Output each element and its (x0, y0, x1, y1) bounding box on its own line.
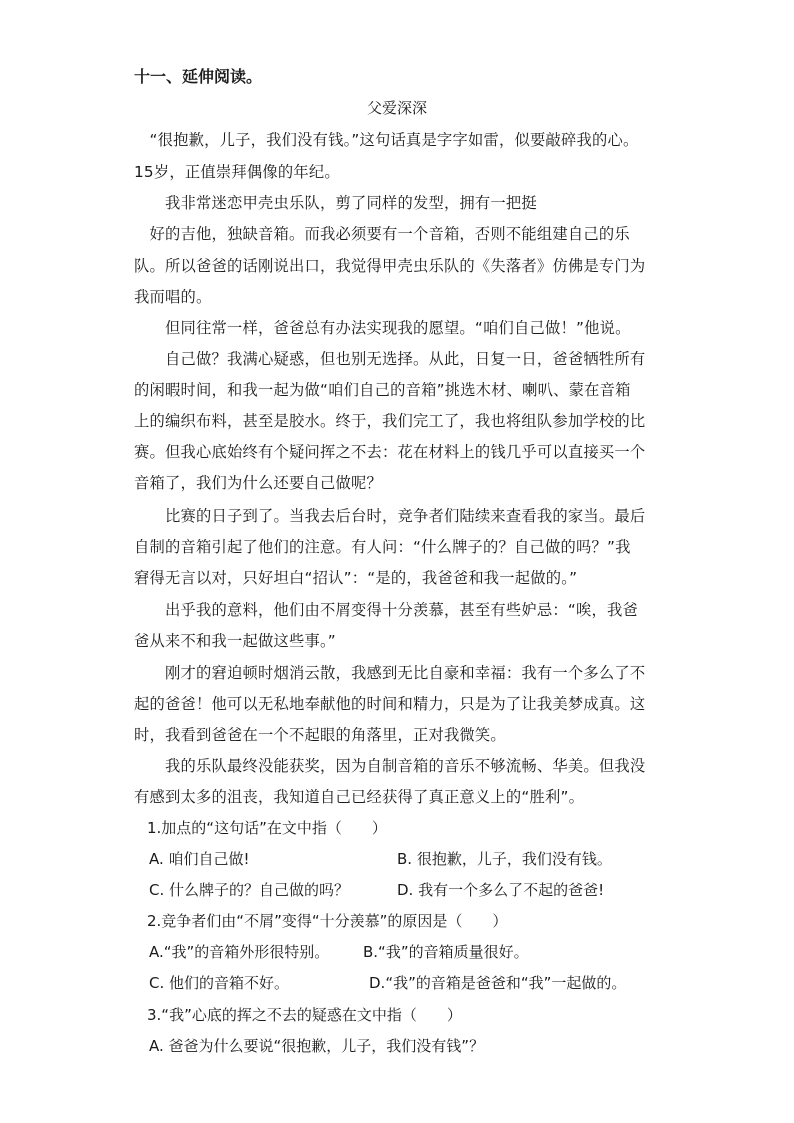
option-c[interactable]: C. 什么牌子的？自己做的吗？ (149, 881, 350, 899)
paragraph-line: 自制的音箱引起了他们的注意。有人问：“什么牌子的？自己做的吗？”我 (134, 538, 631, 556)
option-c[interactable]: C. 他们的音箱不好。 (149, 974, 290, 992)
question-stem: 3.“我”心底的挥之不去的疑惑在文中指（ ） (147, 1006, 462, 1024)
paragraph-line: 我而唱的。 (134, 288, 212, 306)
paragraph-line: 15岁，正值崇拜偶像的年纪。 (134, 163, 340, 181)
paragraph-line: 我非常迷恋甲壳虫乐队，剪了同样的发型，拥有一把挺 (134, 194, 537, 212)
paragraph-line: 好的吉他，独缺音箱。而我必须要有一个音箱，否则不能组建自己的乐 (134, 225, 630, 243)
paragraph-line: 有感到太多的沮丧，我知道自己已经获得了真正意义上的“胜利”。 (134, 788, 585, 806)
paragraph-line: 刚才的窘迫顿时烟消云散，我感到无比自豪和幸福：我有一个多么了不 (134, 664, 646, 682)
paragraph-line: 起的爸爸！他可以无私地奉献他的时间和精力，只是为了让我美梦成真。这 (134, 695, 646, 713)
paragraph-line: 上的编织布料，甚至是胶水。终于，我们完工了，我也将组队参加学校的比 (134, 412, 646, 430)
option-b[interactable]: B. 很抱歉，儿子，我们没有钱。 (397, 850, 612, 868)
paragraph-line: 时，我看到爸爸在一个不起眼的角落里，正对我微笑。 (134, 726, 506, 744)
paragraph-line: 的闲暇时间，和我一起为做“咱们自己的音箱”挑选木材、喇叭、蒙在音箱 (134, 381, 631, 399)
option-a[interactable]: A. 爸爸为什么要说“很抱歉，儿子，我们没有钱”？ (149, 1037, 485, 1055)
paragraph-line: 爸从来不和我一起做这些事。” (134, 632, 336, 650)
option-d[interactable]: D.“我”的音箱是爸爸和“我”一起做的。 (369, 974, 627, 992)
option-a[interactable]: A. 咱们自己做! (149, 850, 250, 868)
paragraph-line: 出乎我的意料，他们由不屑变得十分羡慕，甚至有些妒忌：“唉，我爸 (134, 601, 639, 619)
question-stem: 1.加点的“这句话”在文中指（ ） (147, 819, 387, 837)
option-a[interactable]: A.“我”的音箱外形很特别。 (149, 943, 330, 961)
paragraph-line: “很抱歉，儿子，我们没有钱。”这句话真是字字如雷，似要敲碎我的心。 (134, 131, 639, 149)
paragraph-line: 自己做？我满心疑惑，但也别无选择。从此，日复一日，爸爸牺牲所有 (134, 350, 646, 368)
article-title: 父爱深深 (366, 99, 427, 117)
paragraph-line: 队。所以爸爸的话刚说出口，我觉得甲壳虫乐队的《失落者》仿佛是专门为 (134, 257, 646, 275)
paragraph-line: 窘得无言以对，只好坦白“招认”：“是的，我爸爸和我一起做的。” (134, 569, 578, 587)
paragraph-line: 音箱了，我们为什么还要自己做呢？ (134, 474, 382, 492)
paragraph-line: 我的乐队最终没能获奖，因为自制音箱的音乐不够流畅、华美。但我没 (134, 757, 646, 775)
section-title: 十一、延伸阅读。 (134, 67, 263, 86)
paragraph-line: 比赛的日子到了。当我去后台时，竞争者们陆续来查看我的家当。最后 (134, 507, 646, 525)
option-d[interactable]: D. 我有一个多么了不起的爸爸! (397, 881, 605, 899)
option-b[interactable]: B.“我”的音箱质量很好。 (363, 943, 529, 961)
question-stem: 2.竞争者们由“不屑”变得“十分羡慕”的原因是（ ） (147, 912, 508, 930)
paragraph-line: 但同往常一样，爸爸总有办法实现我的愿望。“咱们自己做！”他说。 (134, 319, 631, 337)
paragraph-line: 赛。但我心底始终有个疑问挥之不去：花在材料上的钱几乎可以直接买一个 (134, 443, 646, 461)
